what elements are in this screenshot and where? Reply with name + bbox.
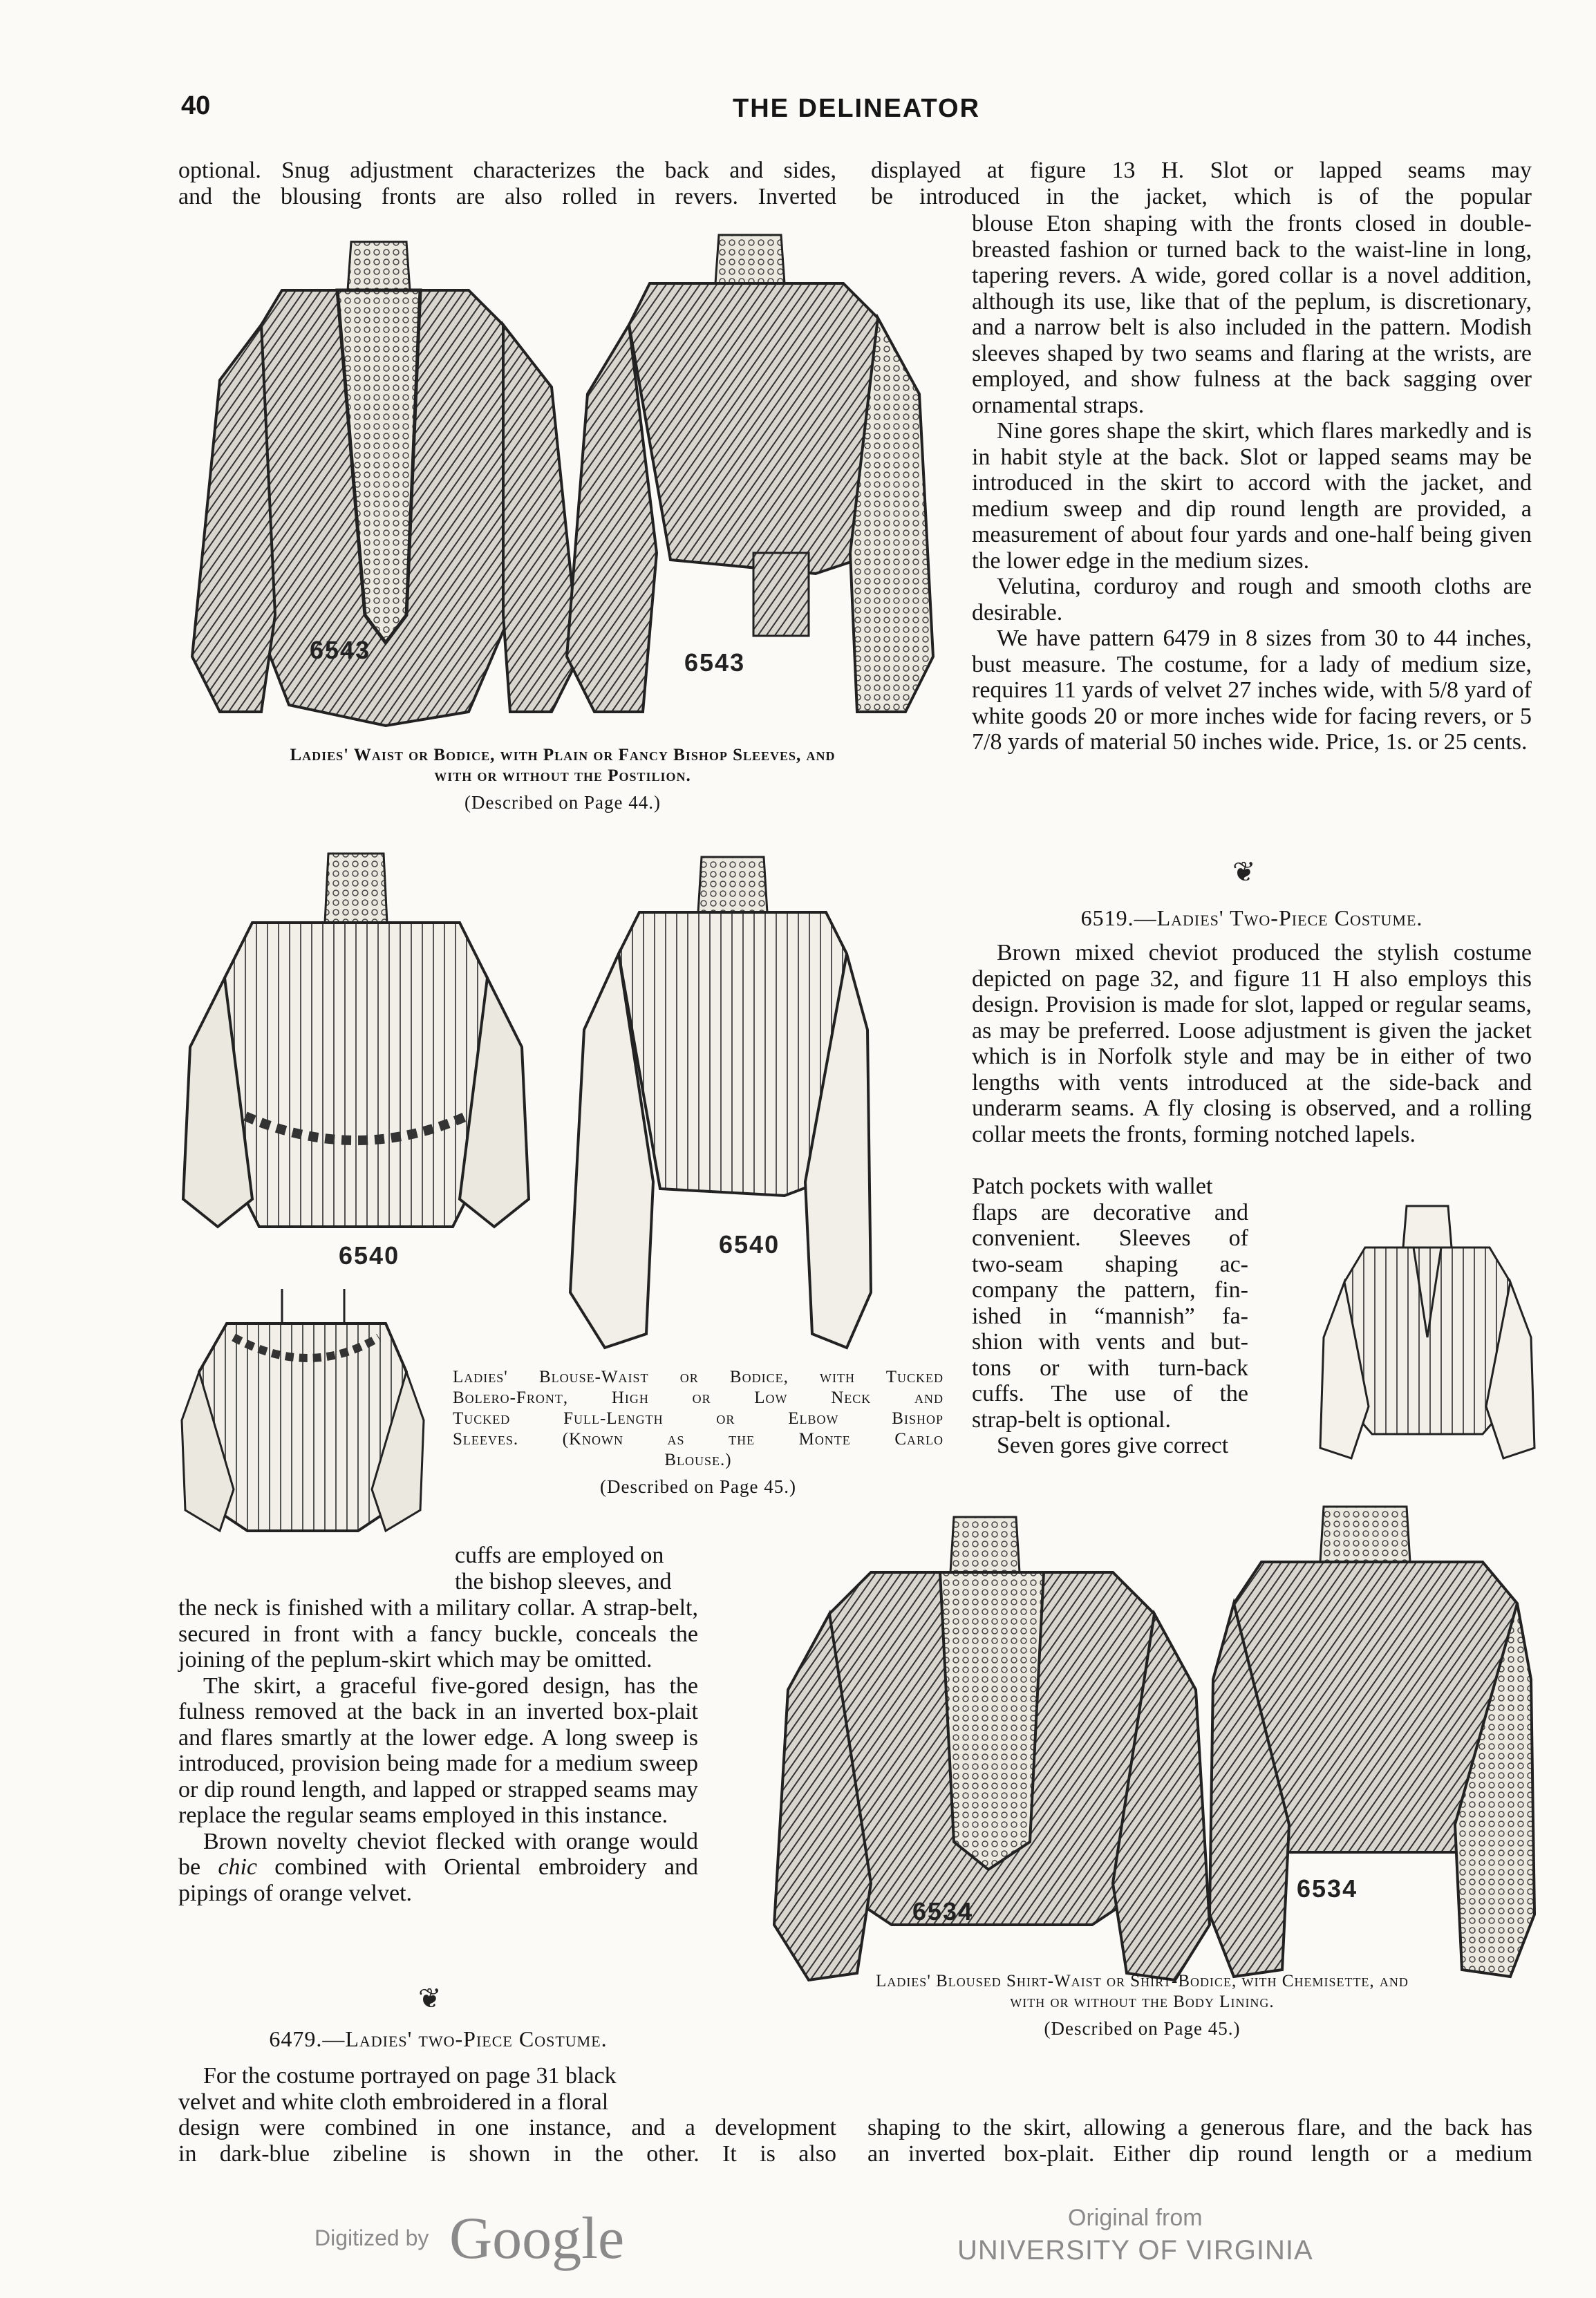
caption-reference: (Described on Page 44.) [464, 792, 661, 813]
bottom-right-text [867, 2115, 1532, 2167]
paragraph: Nine gores shape the skirt, which flares markedly and is in habit style at the back. Slot or lapped seams may be introduced in the skirt to accord with the jacket, and medium sweep and dip round length are provided, a measurement of about four yards and one-half being given the lower edge in the medium sizes. [972, 418, 1532, 574]
text-line: design were combined in one instance, and a development [178, 2115, 836, 2140]
figure-caption [747, 1971, 1538, 2039]
illustration-6540-low-neck [178, 1282, 427, 1534]
university-text: UNIVERSITY OF VIRGINIA [957, 2235, 1313, 2266]
caption-line: with or without the Body Lining. [1010, 1993, 1275, 2011]
section-6519-text [972, 940, 1532, 1147]
left-bottom-narrow-text [455, 1543, 698, 1594]
text-line: an inverted box-plait. Either dip round length or a medium [867, 2140, 1532, 2167]
page-number: 40 [181, 91, 211, 120]
caption-line: Blouse.) [664, 1451, 732, 1469]
text-line: shaping to the skirt, allowing a generous flare, and the back has [867, 2115, 1532, 2140]
illustration-6540-back [563, 850, 874, 1362]
figure-number: 6534 [912, 1897, 974, 1925]
illustration-6519-shirt [1317, 1199, 1538, 1462]
text-span: Brown novelty cheviot flecked with orange would be [178, 1828, 698, 1880]
illustration-6543-back [553, 228, 940, 740]
caption-line: with or without the Postilion. [434, 766, 691, 785]
text-line: For the costume portrayed on page 31 black [203, 2063, 617, 2089]
ornament-icon: ❦ [1232, 856, 1256, 887]
illustration-6540-front [176, 840, 536, 1234]
caption-line: Sleeves. (Known as the Monte Carlo [453, 1430, 943, 1449]
section-6519-narrow-text [972, 1174, 1248, 1459]
page-title: THE DELINEATOR [733, 94, 981, 123]
text-line: ished in “mannish” fa- [972, 1303, 1248, 1329]
paragraph: Brown mixed cheviot produced the stylish costume depicted on page 32, and figure 11 H also employs this design. Provision is made for slot, lapped or regular seams, as may be preferred. Loose adjustment is given the jacket which is in Norfolk style and may be in either of two lengths with vents introduced at the side-back and underarm seams. A fly closing is observed, and a rolling collar meets the fronts, forming notched lapels. [972, 940, 1532, 1147]
ornament-icon: ❦ [418, 1983, 442, 2014]
text-line: two-seam shaping ac- [972, 1251, 1248, 1277]
figure-caption [453, 1367, 943, 1497]
left-top-text [178, 158, 836, 209]
figure-number: 6540 [339, 1241, 400, 1270]
text-line: convenient. Sleeves of [972, 1225, 1248, 1251]
paragraph [178, 1829, 698, 1907]
original-from-text: Original from [1068, 2205, 1203, 2231]
left-bottom-text [178, 1595, 698, 1906]
caption-line: Ladies' Waist or Bodice, with Plain or Fancy Bishop Sleeves, and [290, 746, 836, 764]
paragraph: We have pattern 6479 in 8 sizes from 30 to 44 inches, bust measure. The costume, for a lady of medium size, requires 11 yards of velvet 27 inches wide, with 5/8 yard of white goods 20 or more inches wide for facing revers, or 5 7/8 yards of material 50 inches wide. Price, 1s. or 25 cents. [972, 625, 1532, 755]
text-line: tons or with turn-back [972, 1355, 1248, 1381]
section-6479-text [178, 2063, 698, 2115]
paragraph: the neck is finished with a military collar. A strap-belt, secured in front with a fancy buckle, conceals the joining of the peplum-skirt which may be omitted. [178, 1595, 698, 1673]
right-column-text [972, 211, 1532, 755]
text-line: Patch pockets with wallet [972, 1174, 1213, 1199]
text-line: company the pattern, fin- [972, 1277, 1248, 1303]
text-line: in dark-blue zibeline is shown in the other. It is also [178, 2140, 836, 2167]
paragraph: blouse Eton shaping with the fronts closed in double-breasted fashion or turned back to the waist-line in long, tapering revers. A wide, gored collar is a novel addition, although its use, like that of the peplum, is discretionary, and a narrow belt is also included in the pattern. Modish sleeves shaped by two seams and flaring at the wrists, are employed, and show fulness at the back sagging over ornamental straps. [972, 211, 1532, 418]
paragraph: Velutina, corduroy and rough and smooth cloths are desirable. [972, 574, 1532, 625]
text-line: cuffs. The use of the [972, 1381, 1248, 1406]
section-heading: 6479.—Ladies' two-Piece Costume. [269, 2026, 608, 2051]
text-line: be introduced in the jacket, which is of the popular [871, 183, 1532, 209]
text-line: displayed at figure 13 H. Slot or lapped seams may [871, 158, 1532, 183]
text-line: shion with vents and but- [972, 1329, 1248, 1355]
caption-line: Tucked Full-Length or Elbow Bishop [453, 1409, 943, 1428]
caption-line: Ladies' Bloused Shirt-Waist or Shirt-Bodice, with Chemisette, and [876, 1972, 1409, 1990]
caption-reference: (Described on Page 45.) [1044, 2018, 1241, 2039]
text-line: optional. Snug adjustment characterizes the back and sides, [178, 158, 836, 183]
caption-reference: (Described on Page 45.) [600, 1476, 796, 1497]
paragraph: The skirt, a graceful five-gored design, has the fulness removed at the back in an inverted box-plait and flares smartly at the lower edge. A long sweep is introduced, provision being made for a medium sweep or dip round length, and lapped or strapped seams may replace the regular seams employed in this instance. [178, 1673, 698, 1828]
text-line: velvet and white cloth embroidered in a floral [178, 2089, 609, 2115]
text-line: strap-belt is optional. [972, 1406, 1172, 1433]
figure-number: 6543 [310, 636, 371, 664]
figure-number: 6540 [719, 1230, 780, 1259]
figure-caption [178, 745, 947, 813]
section-heading: 6519.—Ladies' Two-Piece Costume. [1080, 905, 1423, 930]
text-line: cuffs are employed on [455, 1543, 664, 1568]
illustration-6534-front [767, 1510, 1217, 1987]
text-line: flaps are decorative and [972, 1199, 1248, 1225]
section-6479-wide-text [178, 2115, 836, 2167]
text-line: the bishop sleeves, and [455, 1568, 672, 1594]
figure-number: 6534 [1297, 1874, 1358, 1903]
text-line: Seven gores give correct [997, 1433, 1229, 1458]
google-logo: Google [449, 2205, 625, 2271]
digitized-by-text: Digitized by [314, 2225, 429, 2250]
illustration-6534-back [1206, 1500, 1538, 1984]
figure-number: 6543 [684, 648, 746, 677]
emphasis-text: chic [218, 1854, 257, 1880]
text-line: and the blousing fronts are also rolled in revers. Inverted [178, 183, 836, 209]
text-span: combined with Oriental embroidery and pipings of orange velvet. [178, 1854, 699, 1906]
caption-line: Bolero-Front, High or Low Neck and [453, 1388, 943, 1407]
caption-line: Ladies' Blouse-Waist or Bodice, with Tucked [453, 1368, 943, 1386]
right-top-text [871, 158, 1532, 209]
illustration-6543-front [178, 228, 593, 740]
